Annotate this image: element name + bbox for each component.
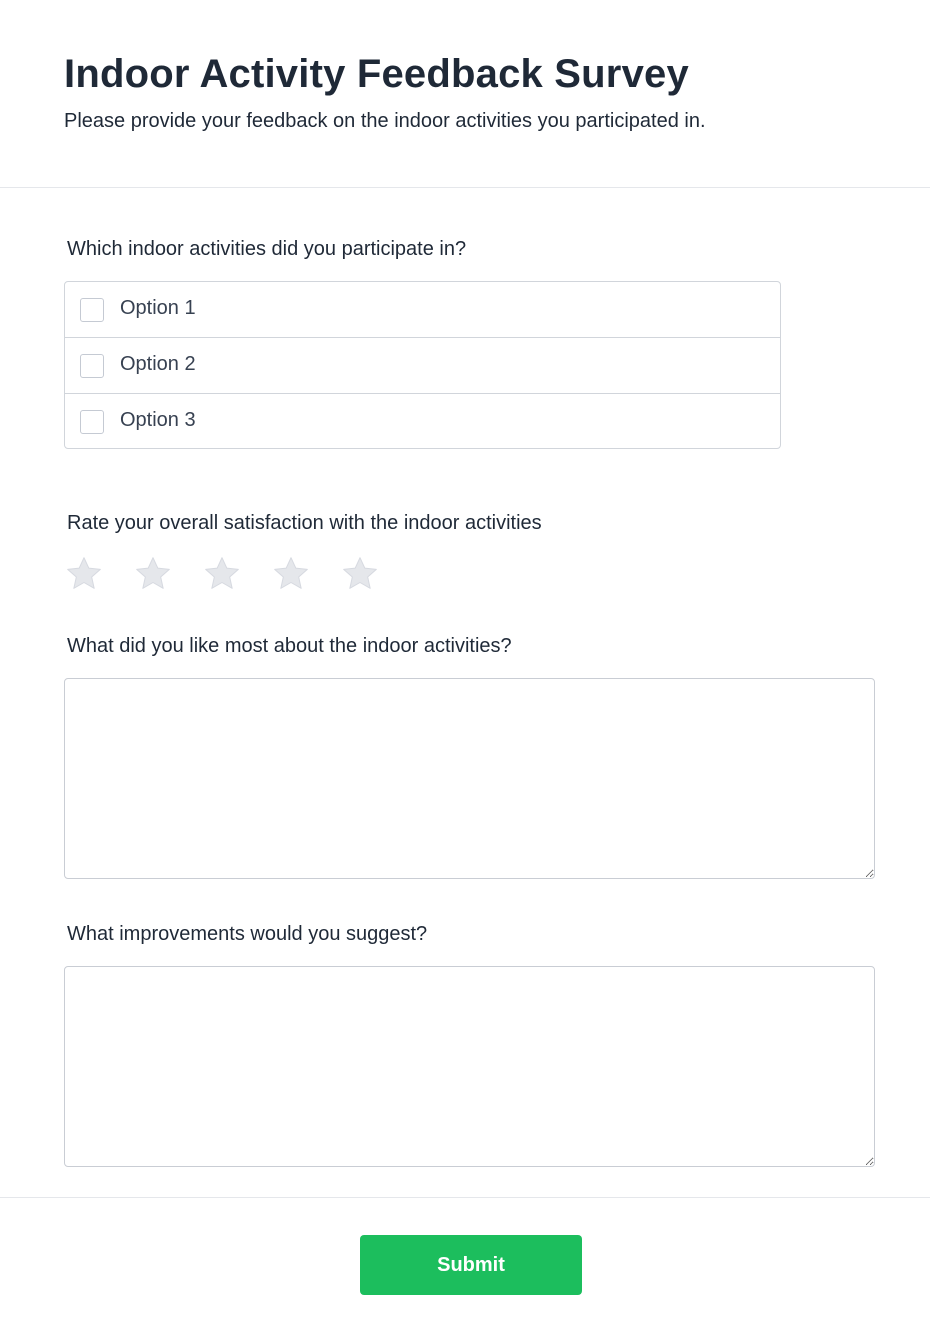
submit-button[interactable]: Submit (360, 1235, 582, 1295)
question-liked-most-label: What did you like most about the indoor activities? (67, 635, 512, 657)
option-3-label[interactable]: Option 3 (120, 409, 196, 431)
option-row-1[interactable] (65, 282, 780, 338)
option-1-label[interactable]: Option 1 (120, 297, 196, 319)
star-icon[interactable] (64, 554, 104, 594)
star-rating (64, 554, 409, 594)
option-2-checkbox[interactable] (80, 354, 104, 378)
star-icon[interactable] (340, 554, 380, 594)
page-subtitle: Please provide your feedback on the indoor activities you participated in. (64, 110, 706, 132)
option-3-checkbox[interactable] (80, 410, 104, 434)
page-title: Indoor Activity Feedback Survey (64, 52, 689, 96)
question-satisfaction-label: Rate your overall satisfaction with the indoor activities (67, 512, 542, 534)
star-icon[interactable] (133, 554, 173, 594)
star-icon[interactable] (202, 554, 242, 594)
star-icon[interactable] (271, 554, 311, 594)
question-improvements-label: What improvements would you suggest? (67, 923, 428, 945)
improvements-textarea[interactable] (64, 966, 875, 1167)
activities-checkbox-group (64, 281, 781, 449)
option-row-3[interactable] (65, 394, 780, 449)
option-1-checkbox[interactable] (80, 298, 104, 322)
option-2-label[interactable]: Option 2 (120, 353, 196, 375)
question-activities-label: Which indoor activities did you participate in? (67, 238, 467, 260)
liked-most-textarea[interactable] (64, 678, 875, 879)
survey-header (0, 0, 930, 188)
footer-divider (0, 1197, 930, 1198)
option-row-2[interactable] (65, 338, 780, 394)
